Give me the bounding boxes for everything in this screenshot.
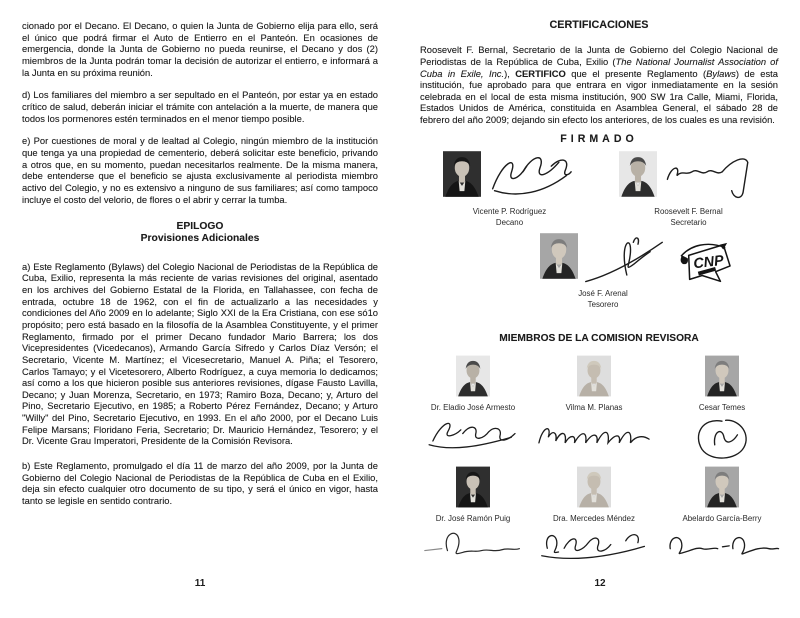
comision-members-grid xyxy=(420,354,778,566)
member-cell-puig xyxy=(420,465,526,566)
member-name: Dr. Eladio José Armesto xyxy=(430,403,516,413)
signer-title: Decano xyxy=(495,218,524,227)
page-number-right: 12 xyxy=(594,578,606,589)
cert-seg-italic-2: Bylaws xyxy=(706,67,736,79)
cert-seg-1: Roosevelt F. Bernal, Secretario de la Junta de Gobierno del Colegio Nacional de Periodistas de la República de Cuba, Exilio ( xyxy=(420,44,778,67)
signature-temes-icon xyxy=(684,413,760,463)
epilogo-title: EPILOGO xyxy=(176,221,224,233)
signer-name: Vicente P. Rodríguez xyxy=(472,207,547,216)
photo-abelardo-garcia-berry xyxy=(705,465,739,509)
paragraph-a: a) Este Reglamento (Bylaws) del Colegio Nacional de Periodistas de la República de Cuba, Exilio, representa la más reciente de varias revisiones del original, asentado en los archives del Gobierno Estatal de la Florida, en Tallahassee, con fecha de entrada, octubre 18 de 1962, con el fin de actualizarlo a las necesidades y condiciones del Año 2009 en lo adelante; Siglo XXI de la Era Cristiana, con ese só1o propósito; pero está basado en la filosofía de la Asamblea Constituyente, y el primer Reglamento, firmado por el primer Decano fundador Mario Barrera; los dos Vicepresidentes (Vicedecanos), Armando García Sifredo y Carlos Díaz Versón; el Secretario, Vicente M. Martínez; el Vicesecretario, Manuel A. Piña; el Tesorero, Carlos Tamayo; y el Vicetesorero, Alberto Rodríguez, a cuya memoria lo dedicamos; así como a los que hicieron posible sus anteriores revisiones, dígase Fausto Lavilla, Decano; y Juan Morenza, Secretario, en 1973; Ramiro Boza, Decano; y, Arturo del Pino, Secretario Ejecutivo, en 1985; a Roberto Pérez Fernández, Decano; y Arturo "Willy" del Pino, Secretario Ejecutivo, en 1993. En el año 2000, por el Decano Luis Felipe Marsans; Floridano Feria, Secretario; Dr. Mauricio Hernández, Tesorero; y el Dr. Vicente Grau Imperatori, Presidente de la Comisión Revisora. xyxy=(22,260,378,447)
cert-seg-italic-1: The National Journalist Association of Cuba in Exile, Inc. xyxy=(420,55,778,79)
tesorero-row xyxy=(420,233,778,321)
signer-block-decano xyxy=(420,151,599,227)
cert-seg-4: ) de esta institución, fue aprobado para que entrara en vigor inmediatamente en la sesión celebrada en el local de esta misma institución, 900 SW 1ra Calle, Miami, Florida, Estados Unidos de América, constituida en Asamblea General, el sábado 28 de febrero del año 2009; dejando sin efecto los anteriores, de los cuales es una revisión. xyxy=(420,67,779,126)
photo-mercedes-mendez xyxy=(577,465,611,509)
member-name: Cesar Temes xyxy=(698,403,746,413)
photo-vilma-planas xyxy=(577,354,611,398)
signature-rodriguez-icon xyxy=(484,151,576,203)
cert-seg-3: que el presente Reglamento ( xyxy=(565,67,707,79)
certifications-title: CERTIFICACIONES xyxy=(549,19,649,31)
member-cell-temes xyxy=(662,354,782,463)
cert-seg-2: ), xyxy=(504,67,516,79)
firmado-heading: FIRMADO xyxy=(560,132,638,145)
photo-eladio-armesto xyxy=(456,354,490,398)
signature-armesto-icon xyxy=(420,413,526,455)
signer-name: José F. Arenal xyxy=(578,289,628,298)
paragraph-d: d) Los familiares del miembro a ser sepultado en el Panteón, por estar ya en estado crítico de salud, deberán iniciar el trámite con antelación a la muerte, de manera que todos los pormenores estén terminados en el menor tiempo posible. xyxy=(22,89,378,124)
photo-jose-arenal xyxy=(540,233,578,279)
epilogo-subtitle: Provisiones Adicionales xyxy=(140,233,260,245)
firmado-signers-row xyxy=(420,151,778,227)
cert-seg-bold: CERTIFICO xyxy=(515,67,566,79)
member-cell-armesto xyxy=(420,354,526,463)
page-number-left: 11 xyxy=(194,578,206,589)
signer-title: Secretario xyxy=(670,218,707,227)
member-name: Dr. José Ramón Puig xyxy=(435,514,511,524)
epilogo-heading-block xyxy=(22,221,378,245)
signer-name: Roosevelt F. Bernal xyxy=(654,207,723,216)
member-name: Abelardo García-Berry xyxy=(682,514,762,524)
signer-block-secretario xyxy=(599,151,778,227)
signature-garcia-berry-icon xyxy=(662,524,782,562)
member-name: Dra. Mercedes Méndez xyxy=(552,514,635,524)
comision-heading: MIEMBROS DE LA COMISION REVISORA xyxy=(499,333,699,344)
photo-cesar-temes xyxy=(705,354,739,398)
signature-bernal-icon xyxy=(660,151,758,203)
signature-planas-icon xyxy=(532,413,656,455)
signature-puig-icon xyxy=(421,524,525,562)
certification-paragraph xyxy=(420,44,778,126)
signature-mendez-icon xyxy=(537,524,651,566)
signer-block-tesorero xyxy=(508,233,698,309)
cnp-logo-icon xyxy=(676,239,736,289)
photo-vicente-rodriguez xyxy=(443,151,481,197)
right-page xyxy=(400,0,800,618)
member-name: Vilma M. Planas xyxy=(565,403,623,413)
photo-roosevelt-bernal xyxy=(619,151,657,197)
paragraph-b: b) Este Reglamento, promulgado el día 11 de marzo del año 2009, por la Junta de Gobierno del Colegio Nacional de Periodistas de la República de Cuba en el Exilio, deja sin efecto cualquier otro documento de su tipo, y será el único en vigor, hasta tanto se legisle en sentido contrario. xyxy=(22,460,378,507)
signer-title: Tesorero xyxy=(587,300,619,309)
member-cell-mendez xyxy=(532,465,656,566)
photo-jose-ramon-puig xyxy=(456,465,490,509)
paragraph-intro: cionado por el Decano. El Decano, o quien la Junta de Gobierno elija para ello, será el único que podrá firmar el Auto de Entierro en el Panteón. En ocasiones de emergencia, donde la Junta de Gobierno no pueda reunirse, el Decano y dos (2) miembros de la Junta podrán tomar la decisión de autorizar el entierro, e informará a la Junta en su próxima reunión. xyxy=(22,20,378,78)
paragraph-e: e) Por cuestiones de moral y de lealtad al Colegio, ningún miembro de la institución que tenga ya una propiedad de cementerio, deberá solicitar este beneficio, privando a otros que, en su momento, puedan necesitarlos realmente. De la misma manera, debe entenderse que el beneficio se ajusta exclusivamente al periodista miembro activo del Colegio, y no es extensivo a ninguno de sus familiares; así como tampoco incluye el costo del velorio, de flores o el abrir y cerrar la tumba. xyxy=(22,135,378,205)
signature-arenal-icon xyxy=(581,233,667,289)
member-cell-planas xyxy=(532,354,656,463)
member-cell-garcia-berry xyxy=(662,465,782,566)
